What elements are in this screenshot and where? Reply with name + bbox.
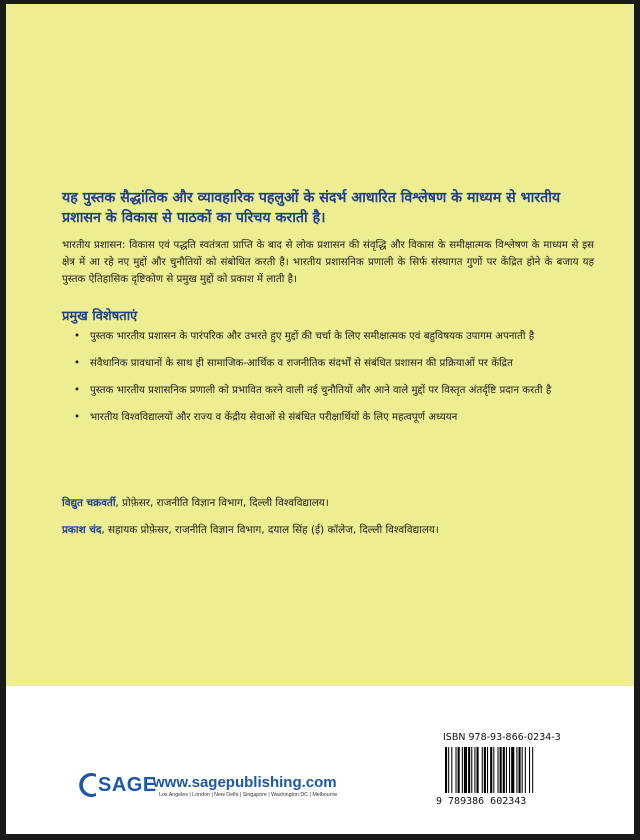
barcode-bar <box>511 747 514 793</box>
barcode-bar <box>462 747 463 793</box>
barcode-bar <box>471 747 472 793</box>
bullet-icon: • <box>74 358 81 369</box>
feature-item <box>72 382 596 399</box>
barcode-bar <box>509 747 510 793</box>
feature-item <box>72 355 596 372</box>
barcode-bar <box>482 747 483 793</box>
barcode-bar <box>493 747 494 793</box>
bullet-icon: • <box>74 331 81 342</box>
barcode-bar <box>503 747 505 793</box>
barcode-bar <box>498 747 499 793</box>
author-name: विद्युत चक्रवर्ती <box>62 497 116 509</box>
barcode-bar <box>522 747 523 793</box>
barcode-bar <box>448 747 449 793</box>
feature-text: भारतीय विश्वविद्यालयों और राज्य व केंद्रीय सेवाओं से संबंधित परीक्षार्थियों के लिए महत्वपूर्ण अध्ययन <box>90 412 458 423</box>
feature-item <box>72 409 596 426</box>
barcode-bar <box>451 747 452 793</box>
barcode-bar <box>525 747 526 793</box>
bullet-icon: • <box>74 385 81 396</box>
isbn-label: ISBN 978-93-866-0234-3 <box>443 732 561 743</box>
barcode-bar <box>490 747 492 793</box>
barcode-bar <box>532 747 533 793</box>
barcode-bar <box>529 747 530 793</box>
bullet-icon: • <box>74 412 81 423</box>
author-bio <box>62 496 594 510</box>
publisher-url[interactable]: www.sagepublishing.com <box>153 774 337 791</box>
barcode-bar <box>519 747 521 793</box>
author-desc: , सहायक प्रोफ़ेसर, राजनीति विज्ञान विभाग, दयाल सिंह (ई) कॉलेज, दिल्ली विश्वविद्यालय। <box>101 524 439 536</box>
feature-text: पुस्तक भारतीय प्रशासन के पारंपरिक और उभरते हुए मुद्दों की चर्चा के लिए समीक्षात्मक एवं बहुविषयक उपागम अपनाती है <box>90 331 535 342</box>
barcode-bar <box>474 747 475 793</box>
barcode-bar <box>456 747 457 793</box>
barcode <box>443 747 593 793</box>
feature-text: संवैधानिक प्रावधानों के साथ ही सामाजिक-आर्थिक व राजनीतिक संदर्भों से संबंधित प्रशासन की प्रक्रियाओं पर केंद्रित <box>90 358 513 369</box>
barcode-bar <box>477 747 479 793</box>
barcode-bar <box>500 747 502 793</box>
barcode-bar <box>506 747 507 793</box>
author-name: प्रकाश चंद <box>62 524 102 536</box>
intro-paragraph: भारतीय प्रशासन: विकास एवं पद्धति स्वतंत्रता प्राप्ति के बाद से लोक प्रशासन की संवृद्धि और विकास के समीक्षात्मक विश्लेषण के माध्यम से इस क्षेत्र में आ रहे नए मुद्दों और चुनौतियों को संबोधित करती है। भारतीय प्रशासनिक प्रणाली के सिर्फ संस्थागत गुणों पर केंद्रित होने के बजाय यह पुस्तक ऐतिहासिक दृष्टिकोण से प्रमुख मुद्दों को प्रकाश में लाती है। <box>62 240 594 285</box>
publisher-brand: SAGE <box>98 774 157 796</box>
barcode-bar <box>468 747 470 793</box>
author-bio <box>62 523 602 537</box>
features-list <box>72 328 596 436</box>
barcode-bar <box>487 747 488 793</box>
barcode-bar <box>516 747 517 793</box>
yellow-panel <box>6 4 634 686</box>
barcode-bar <box>484 747 486 793</box>
author-desc: , प्रोफ़ेसर, राजनीति विज्ञान विभाग, दिल्ली विश्वविद्यालय। <box>115 497 329 509</box>
barcode-bar <box>464 747 467 793</box>
barcode-bar <box>458 747 460 793</box>
barcode-bar <box>445 747 447 793</box>
feature-text: पुस्तक भारतीय प्रशासनिक प्रणाली को प्रभावित करने वाली नई चुनौतियों और आने वाले मुद्दों पर विस्तृत अंतर्दृष्टि प्रदान करती है <box>90 385 552 396</box>
features-heading: प्रमुख विशेषताएं <box>62 309 138 324</box>
back-cover <box>6 4 634 834</box>
publisher-cities: Los Angeles | London | New Delhi | Singapore | Washington DC | Melbourne <box>159 792 338 798</box>
barcode-number: 9 789386 602343 <box>436 796 527 807</box>
lead-statement: यह पुस्तक सैद्धांतिक और व्यावहारिक पहलुओं के संदर्भ आधारित विश्लेषण के माध्यम से भारतीय प्रशासन के विकास से पाठकों का परिचय कराती है। <box>62 190 561 226</box>
feature-item <box>72 328 596 345</box>
